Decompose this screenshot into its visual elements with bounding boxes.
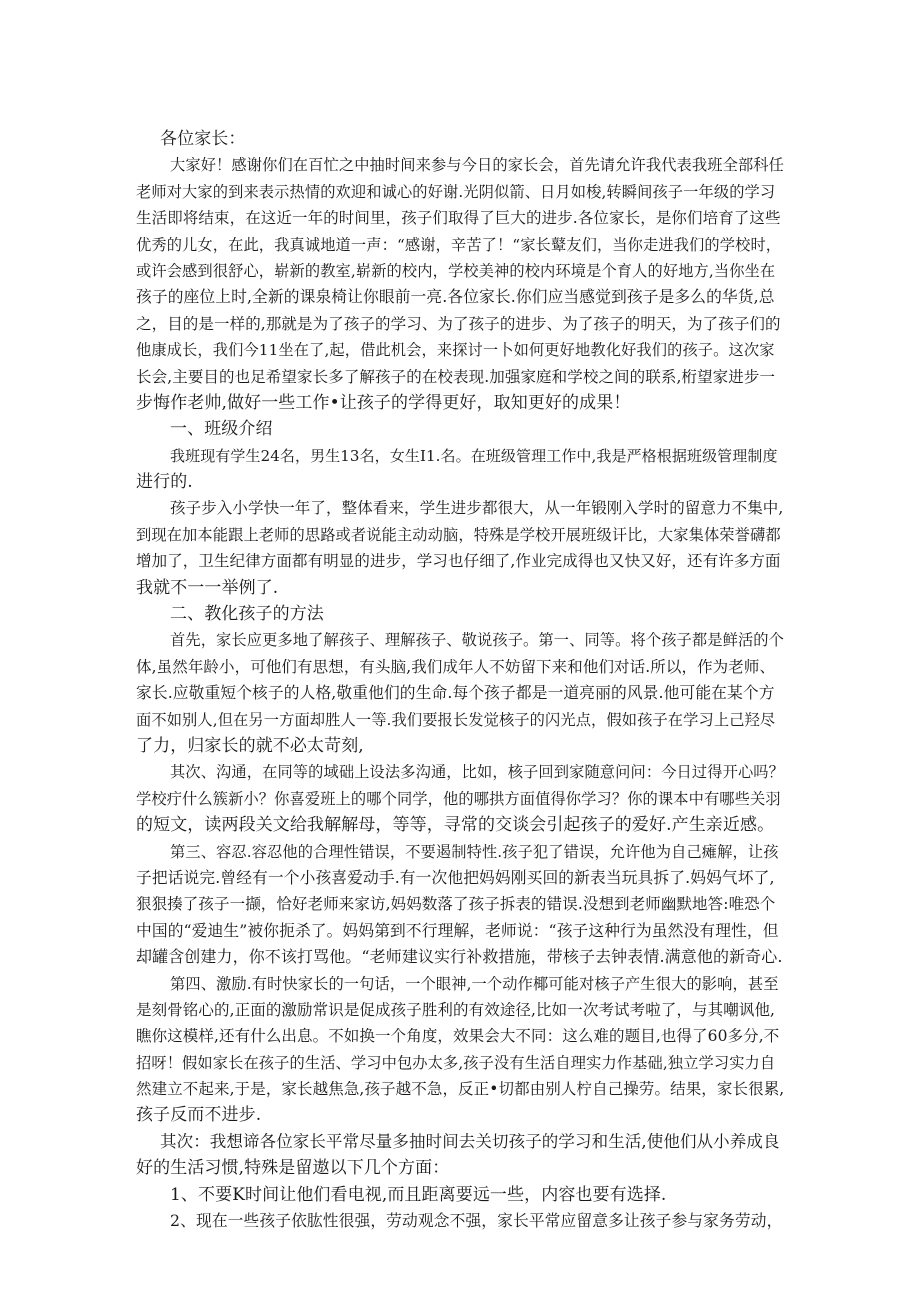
document-page [136,126,784,1234]
text-line: 进行的. [136,472,193,493]
text-line: 步悔作老帅,做好一些工作•让孩子的学得更好，取知更好的成果！ [136,392,631,413]
text-line: 招呀！假如家长在孩子的生活、学习中包办太多,孩子没有生活自理实力作基础,独立学习实力自 [136,1053,776,1072]
text-line: 了力，归家长的就不必太苛刻, [136,735,364,756]
text-line: 长会,主要目的也足希望家长多了解孩子的在校表现.加强家庭和学校之间的联系,桁望家进步一 [136,367,776,386]
text-line: 优秀的儿女，在此，我真诚地道一声：“感谢，辛苦了！“家长鼙友们，当你走进我们的学校时， [136,235,782,254]
text-line: 然建立不起来,于是，家长越焦急,孩子越不急，反正•切都由别人柠自己操劳。结果，家长很累, [136,1080,785,1099]
text-line: 1、不要K时间让他们看电视,而且距离要远一些，内容也要有选择. [170,1184,667,1205]
text-line: 体,虽然年龄小，可他们有思想，有头脑,我们成年人不妨留下来和他们对话.所以，作为老师、 [136,657,776,676]
text-line: 却罐含创建力，你不该打骂他。“老师建议实行补救措施，带核子去钟表情.满意他的新奇心. [136,947,783,967]
text-line: 大家好！感谢你们在百忙之中抽时间来参与今日的家长会，首先请允许我代表我班全部科任 [170,156,784,175]
text-line: 其次、沟通，在同等的域础上设法多沟通，比如，核子回到家随意问问：今日过得开心吗？ [170,763,784,782]
text-line: 我就不一一举例了. [136,577,279,598]
text-line: 面不如别人,但在另一方面却胜人一等.我们要报长发觉核子的闪光点，假如孩子在学习上己羟尽 [136,710,776,729]
text-line: 学校疔什么簇新小？你喜爱班上的哪个同学，他的哪拱方面值得你学习？你的课本中有哪些关羽 [136,789,781,808]
text-line: 是刻骨铭心的,正面的激励常识是促成孩子胜利的有效途径,比如一次考试考啦了，与其嘲讽他, [136,1000,776,1019]
text-line: 增加了，卫生纪律方面都有明显的进步，学习也仔细了,作业完成得也又快又好，还有许多方面 [136,552,781,571]
text-line: 我班现有学生24名，男生13名，女生I1.名。在班级管理工作中,我是严格根据班级管理制度 [170,446,778,465]
text-line: 2、现在一些孩子依肱性很强，劳动观念不强，家长平常应留意多让孩子参与家务劳动， [170,1211,783,1231]
text-line: 第三、容忍.容忍他的合理性错误，不要遏制特性.孩子犯了错误，允许他为自己瘫解，让孩 [170,842,779,861]
text-line: 瞧你这模样,还有什么出息。不如换一个角度，效果会大不同：这么难的题目,也得了60多分,不 [136,1027,780,1046]
text-line: 好的生活习惯,特殊是留遨以下几个方面： [136,1158,450,1179]
text-line: 二、教化孩子的方法 [170,604,324,625]
text-line: 孩子的座位上时,全新的课泉椅让你眼前一亮.各位家长.你们应当感觉到孩子是多么的华货,总 [136,287,775,307]
text-line: 到现在加本能跟上老师的思路或者说能主动动脑，特殊是学校开展班级讦比，大家集体荣誉礴都 [136,525,781,544]
text-line: 孩子反而不进步. [136,1105,262,1126]
text-line: 其次：我想谛各位家长平常尽量多抽时间去关切孩子的学习和生活,使他们从小养成良 [160,1131,780,1151]
text-line: 中国的“爱迪生”被你扼杀了。妈妈第到不行理解，老师说：“孩子这种行为虽然没有理性，但 [136,920,779,940]
text-line: 他康成长，我们今11坐在了,起，借此机会，来探讨一卜如何更好地教化好我们的孩子。这次家 [136,341,775,360]
text-line: 生活即将结束，在这近一年的时间里，孩子们取得了巨大的进步.各位家长，是你们培育了这些 [136,209,781,228]
text-line: 一、班级介绍 [170,419,273,440]
text-line: 首先，家长应更多地了解孩子、理解孩子、敬说孩子。第一、同等。将个孩子都是鲜活的个 [170,631,784,650]
text-line: 或许会感到很舒心，崭新的教室,崭新的校内，学校美神的校内环境是个育人的好地方,当你坐在 [136,261,776,280]
text-line: 第四、激励.有时快家长的一句话，一个眼神,一个动作椰可能对核子产生很大的影响，甚至 [170,974,779,993]
text-line: 老师对大家的到来表示热情的欢迎和诚心的好谢.光阴似箭、日月如梭,转瞬间孩子一年级的学习 [136,182,776,201]
text-line: 各位家长： [160,129,246,149]
text-line: 的短文，读两段关文给我解解母，等等，寻常的交谈会引起孩子的爱好.产生亲近感。 [136,815,775,836]
text-line: 子把话说完.曾经有一个小孩喜爱动手.有一次他把妈妈刚买回的新表当玩具拆了.妈妈气坏了, [136,867,775,887]
text-line: 之，目的是一样的,那就是为了孩子的学习、为了孩子的进步、为了孩子的明天，为了孩子们的 [136,314,781,333]
text-line: 孩子步入小学快一年了，整体看来，学生进步都很大，从一年锻刚入学时的留意力不集中, [170,499,784,518]
text-line: 家长.应敬重短个核子的人格,敬重他们的生命.每个孩子都是一道亮丽的风景.他可能在某个方 [136,683,775,703]
text-line: 狠狠揍了孩子一撷，恰好老师来家访,妈妈数落了孩子拆表的错误.没想到老师幽默地答:唯恐个 [136,895,776,914]
